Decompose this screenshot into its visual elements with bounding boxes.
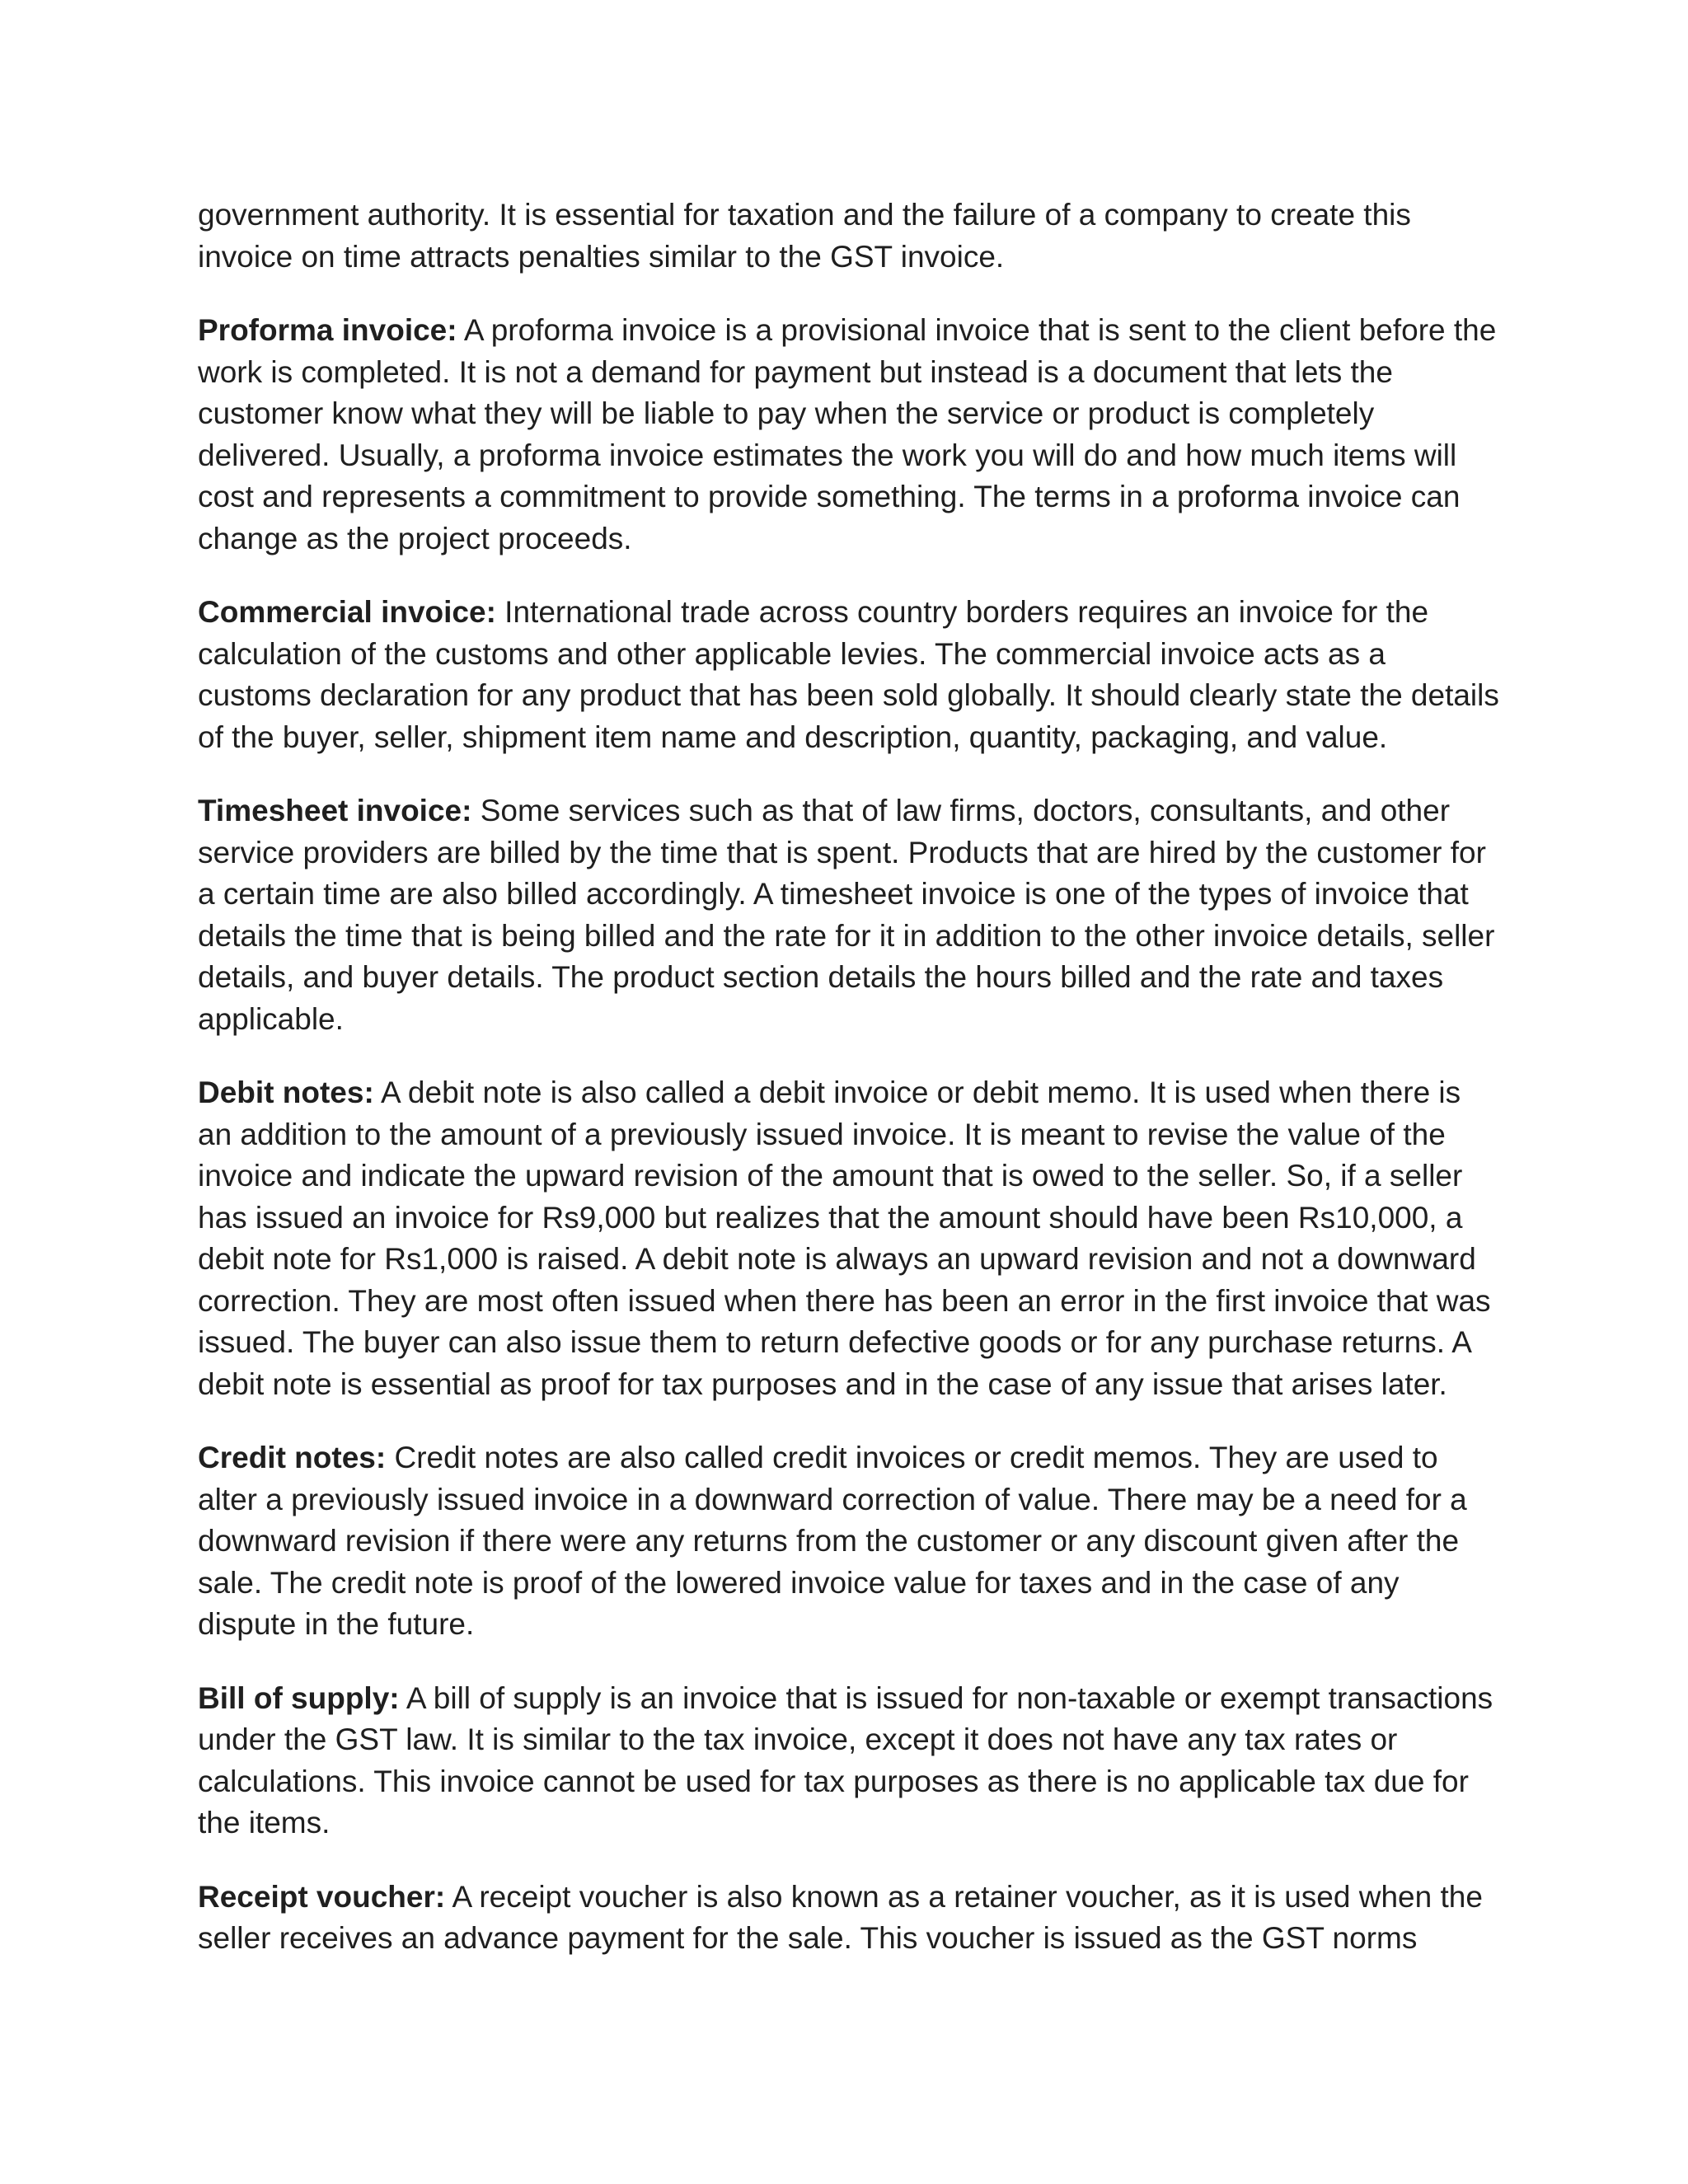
paragraph-term: Debit notes:: [198, 1076, 374, 1109]
paragraph-debit-notes: [198, 1072, 1500, 1405]
paragraph-term: Proforma invoice:: [198, 313, 457, 347]
paragraph-term: Commercial invoice:: [198, 595, 496, 629]
paragraph-bill-of-supply: [198, 1678, 1500, 1844]
paragraph-term: Receipt voucher:: [198, 1879, 446, 1914]
paragraph-text: Credit notes are also called credit invoices or credit memos. They are used to alter a previously issued invoice in a downward correction of value. There may be a need for a downward revision if there were any returns from the customer or any discount given after the sale. The credit note is proof of the lowered invoice value for taxes and in the case of any dispute in the future.: [198, 1441, 1467, 1641]
paragraph-receipt-voucher: [198, 1877, 1500, 1960]
paragraph-text: government authority. It is essential for taxation and the failure of a company to create this invoice on time attracts penalties similar to the GST invoice.: [198, 198, 1411, 274]
paragraph-text: A bill of supply is an invoice that is issued for non-taxable or exempt transactions under the GST law. It is similar to the tax invoice, except it does not have any tax rates or calculations. This invoice cannot be used for tax purposes as there is no applicable tax due for the items.: [198, 1680, 1493, 1840]
paragraph-text: A debit note is also called a debit invoice or debit memo. It is used when there is an addition to the amount of a previously issued invoice. It is meant to revise the value of the invoice and indicate the upward revision of the amount that is owed to the seller. So, if a seller has issued an invoice for Rs9,000 but realizes that the amount should have been Rs10,000, a debit note for Rs1,000 is raised. A debit note is always an upward revision and not a downward correction. They are most often issued when there has been an error in the first invoice that was issued. The buyer can also issue them to return defective goods or for any purchase returns. A debit note is essential as proof for tax purposes and in the case of any issue that arises later.: [198, 1076, 1491, 1401]
paragraph-text: A proforma invoice is a provisional invoice that is sent to the client before the work is completed. It is not a demand for payment but instead is a document that lets the customer know what they will be liable to pay when the service or product is completely delivered. Usually, a proforma invoice estimates the work you will do and how much items will cost and represents a commitment to provide something. The terms in a proforma invoice can change as the project proceeds.: [198, 313, 1497, 555]
paragraph-text: A receipt voucher is also known as a retainer voucher, as it is used when the seller receives an advance payment for the sale. This voucher is issued as the GST norms: [198, 1879, 1483, 1955]
paragraph-proforma-invoice: [198, 310, 1500, 560]
paragraph-timesheet-invoice: [198, 790, 1500, 1040]
paragraph-gst-continuation: [198, 194, 1500, 278]
document-body: [198, 194, 1500, 1992]
paragraph-text: Some services such as that of law firms, doctors, consultants, and other service providers are billed by the time that is spent. Products that are hired by the customer for a certain time are also billed accordingly. A timesheet invoice is one of the types of invoice that details the time that is being billed and the rate for it in addition to the other invoice details, seller details, and buyer details. The product section details the hours billed and the rate and taxes applicable.: [198, 794, 1495, 1036]
paragraph-text: International trade across country borders requires an invoice for the calculation of the customs and other applicable levies. The commercial invoice acts as a customs declaration for any product that has been sold globally. It should clearly state the details of the buyer, seller, shipment item name and description, quantity, packaging, and value.: [198, 595, 1499, 754]
paragraph-term: Credit notes:: [198, 1441, 387, 1474]
paragraph-commercial-invoice: [198, 592, 1500, 758]
paragraph-term: Timesheet invoice:: [198, 794, 472, 827]
paragraph-credit-notes: [198, 1437, 1500, 1646]
paragraph-term: Bill of supply:: [198, 1680, 400, 1715]
